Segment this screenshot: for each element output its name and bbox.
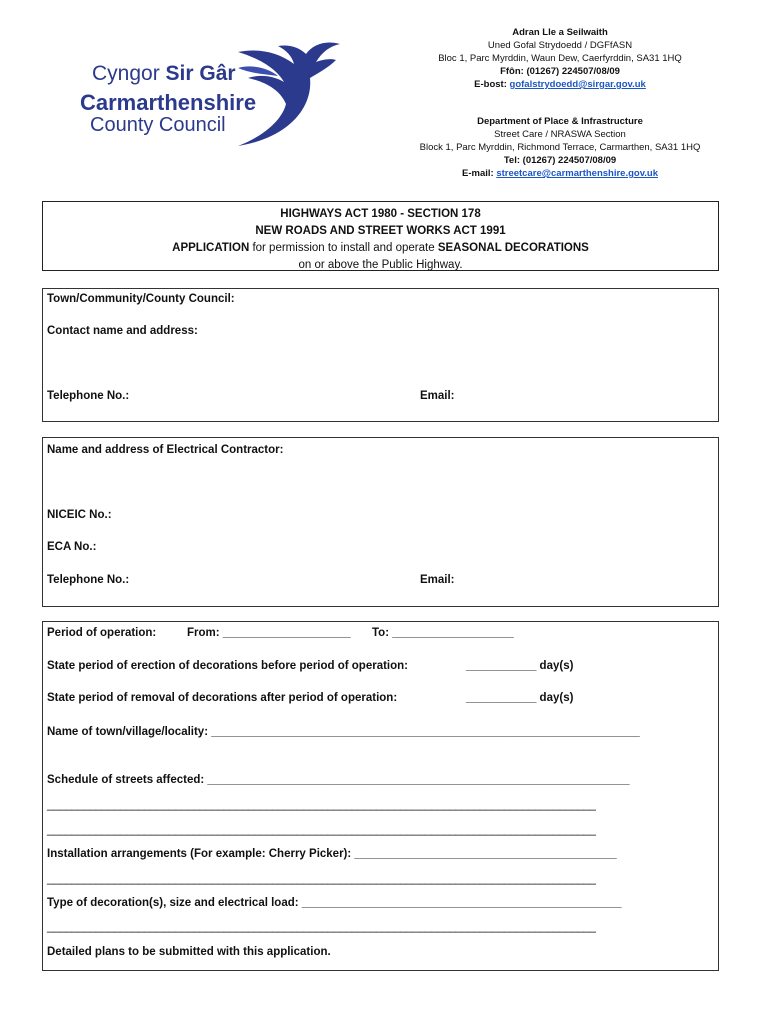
erection-days-field[interactable]: ___________ day(s) bbox=[466, 660, 574, 672]
dragon-icon bbox=[218, 38, 348, 148]
contractor-telephone-field[interactable]: Telephone No.: bbox=[47, 574, 130, 586]
english-phone: Tel: (01267) 224507/08/09 bbox=[503, 155, 617, 166]
period-label: Period of operation: bbox=[47, 627, 157, 639]
form-title-box bbox=[42, 201, 719, 271]
contractor-field[interactable]: Name and address of Electrical Contractor: bbox=[47, 444, 284, 456]
english-section: Street Care / NRASWA Section bbox=[494, 129, 626, 140]
decoration-field[interactable]: Type of decoration(s), size and electrical load: __________________________________________________ bbox=[47, 897, 622, 909]
period-to-field[interactable]: To: ___________________ bbox=[372, 627, 514, 639]
niceic-field[interactable]: NICEIC No.: bbox=[47, 509, 112, 521]
council-logo bbox=[78, 38, 348, 148]
contractor-section bbox=[42, 437, 719, 607]
contractor-email-field[interactable]: Email: bbox=[420, 574, 455, 586]
schedule-line-2[interactable]: __________________________________________________________________________________________ bbox=[47, 799, 596, 811]
contact-field[interactable]: Contact name and address: bbox=[47, 325, 198, 337]
installation-line-2[interactable]: __________________________________________________________________________________________ bbox=[47, 873, 596, 885]
english-email-label: E-mail: bbox=[462, 168, 497, 179]
removal-days-field[interactable]: ___________ day(s) bbox=[466, 692, 574, 704]
welsh-phone: Ffôn: (01267) 224507/08/09 bbox=[500, 66, 620, 77]
title-line-3: APPLICATION for permission to install and operate SEASONAL DECORATIONS bbox=[172, 242, 589, 254]
english-contact-block bbox=[380, 115, 740, 180]
plans-note: Detailed plans to be submitted with this application. bbox=[47, 946, 331, 958]
email-field[interactable]: Email: bbox=[420, 390, 455, 402]
welsh-address: Bloc 1, Parc Myrddin, Waun Dew, Caerfyrddin, SA31 1HQ bbox=[438, 53, 682, 64]
welsh-email-row bbox=[380, 78, 740, 91]
decorations-section bbox=[42, 621, 719, 971]
decoration-line-2[interactable]: __________________________________________________________________________________________ bbox=[47, 921, 596, 933]
logo-carmarthenshire-text: Carmarthenshire bbox=[80, 90, 257, 115]
removal-label: State period of removal of decorations after period of operation: bbox=[47, 692, 398, 704]
period-from-field[interactable]: From: ____________________ bbox=[187, 627, 351, 639]
erection-label: State period of erection of decorations before period of operation: bbox=[47, 660, 409, 672]
english-email-row bbox=[380, 167, 740, 180]
welsh-contact-block bbox=[380, 26, 740, 91]
welsh-email-label: E-bost: bbox=[474, 79, 510, 90]
logo-cyngor-text: Cyngor Sir Gâr bbox=[92, 62, 236, 85]
english-email-link[interactable]: streetcare@carmarthenshire.gov.uk bbox=[496, 168, 658, 179]
town-field[interactable]: Name of town/village/locality: ___________________________________________________________________ bbox=[47, 726, 640, 738]
schedule-line-3[interactable]: __________________________________________________________________________________________ bbox=[47, 824, 596, 836]
title-line-1: HIGHWAYS ACT 1980 - SECTION 178 bbox=[280, 208, 481, 220]
council-field[interactable]: Town/Community/County Council: bbox=[47, 293, 235, 305]
installation-field[interactable]: Installation arrangements (For example: Cherry Picker): _________________________________________ bbox=[47, 848, 617, 860]
title-line-2: NEW ROADS AND STREET WORKS ACT 1991 bbox=[255, 225, 506, 237]
title-line-4: on or above the Public Highway. bbox=[298, 259, 463, 271]
schedule-field[interactable]: Schedule of streets affected: __________________________________________________________________ bbox=[47, 774, 630, 786]
telephone-field[interactable]: Telephone No.: bbox=[47, 390, 130, 402]
logo-county-council-text: County Council bbox=[90, 114, 226, 136]
welsh-section: Uned Gofal Strydoedd / DGFfASN bbox=[487, 40, 633, 51]
eca-field[interactable]: ECA No.: bbox=[47, 541, 97, 553]
english-department: Department of Place & Infrastructure bbox=[477, 116, 643, 127]
welsh-department: Adran Lle a Seilwaith bbox=[512, 27, 608, 38]
applicant-section bbox=[42, 288, 719, 422]
welsh-email-link[interactable]: gofalstrydoedd@sirgar.gov.uk bbox=[509, 79, 646, 90]
english-address: Block 1, Parc Myrddin, Richmond Terrace, Carmarthen, SA31 1HQ bbox=[419, 142, 701, 153]
